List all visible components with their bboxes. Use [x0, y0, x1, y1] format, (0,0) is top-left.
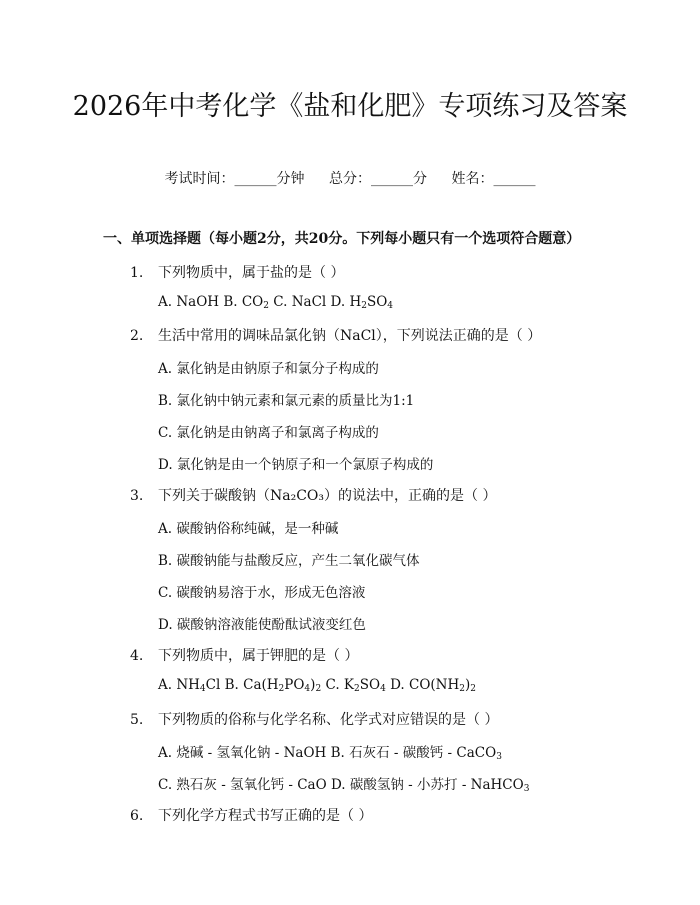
question-4 [130, 645, 358, 665]
option-c: C. 氯化钠是由钠离子和氯离子构成的 [158, 425, 379, 441]
question-number: 5. [130, 712, 144, 728]
question-4-options [158, 677, 476, 694]
question-2 [130, 325, 541, 345]
name-field: 姓名：______ [451, 171, 536, 187]
option-c: C. $K_2SO_4$ [325, 677, 386, 694]
question-number: 4. [130, 648, 144, 664]
question-5-options-ab: A. 烧碱 - 氢氧化钠 - NaOH B. 石灰石 - 碳酸钙 - CaCO$_3$ [158, 745, 502, 762]
question-5 [130, 709, 498, 729]
option-d: D. $CO(NH_2)_2$ [390, 677, 477, 694]
question-number: 2. [130, 328, 144, 344]
total-score-field: 总分：______分 [329, 171, 427, 187]
option-b: B. 氯化钠中钠元素和氯元素的质量比为1:1 [158, 393, 415, 409]
option-b: B. 碳酸钠能与盐酸反应，产生二氧化碳气体 [158, 553, 420, 569]
option-a: A. 碳酸钠俗称纯碱，是一种碱 [158, 521, 339, 537]
option-a: A. NaOH [158, 294, 220, 310]
option-d: D. 碳酸钠溶液能使酚酞试液变红色 [158, 617, 366, 633]
question-6 [130, 805, 372, 825]
question-5-options-cd: C. 熟石灰 - 氢氧化钙 - CaO D. 碳酸氢钠 - 小苏打 - NaHCO$_3$ [158, 777, 530, 794]
question-text: 下列物质中，属于盐的是（ ） [158, 265, 345, 281]
option-a: A. 氯化钠是由钠原子和氯分子构成的 [158, 361, 379, 377]
question-text: 生活中常用的调味品氯化钠（NaCl），下列说法正确的是（ ） [158, 328, 542, 344]
question-number: 1. [130, 265, 144, 281]
section-heading: 一、单项选择题（每小题2分，共20分。下列每小题只有一个选项符合题意） [103, 231, 581, 247]
option-b: B. $Ca(H_2PO_4)_2$ [224, 677, 322, 694]
option-d: D. $H_2SO_4$ [330, 294, 394, 311]
option-b: B. $CO_2$ [223, 294, 269, 311]
question-text: 下列化学方程式书写正确的是（ ） [158, 808, 373, 824]
question-3 [130, 485, 496, 505]
question-1 [130, 262, 344, 282]
question-text: 下列物质的俗称与化学名称、化学式对应错误的是（ ） [158, 712, 499, 728]
exam-meta [0, 168, 700, 188]
option-c: C. NaCl [273, 294, 327, 310]
question-text: 下列关于碳酸钠（Na₂CO₃）的说法中，正确的是（ ） [158, 488, 497, 504]
question-number: 6. [130, 808, 144, 824]
question-text: 下列物质中，属于钾肥的是（ ） [158, 648, 359, 664]
option-a: A. $NH_4Cl$ [158, 677, 221, 694]
exam-time-field: 考试时间：______分钟 [164, 171, 305, 187]
page-title: 2026年中考化学《盐和化肥》专项练习及答案 [72, 91, 628, 122]
option-d: D. 氯化钠是由一个钠原子和一个氯原子构成的 [158, 457, 434, 473]
option-c: C. 碳酸钠易溶于水，形成无色溶液 [158, 585, 366, 601]
question-1-options [158, 294, 393, 311]
question-number: 3. [130, 488, 144, 504]
